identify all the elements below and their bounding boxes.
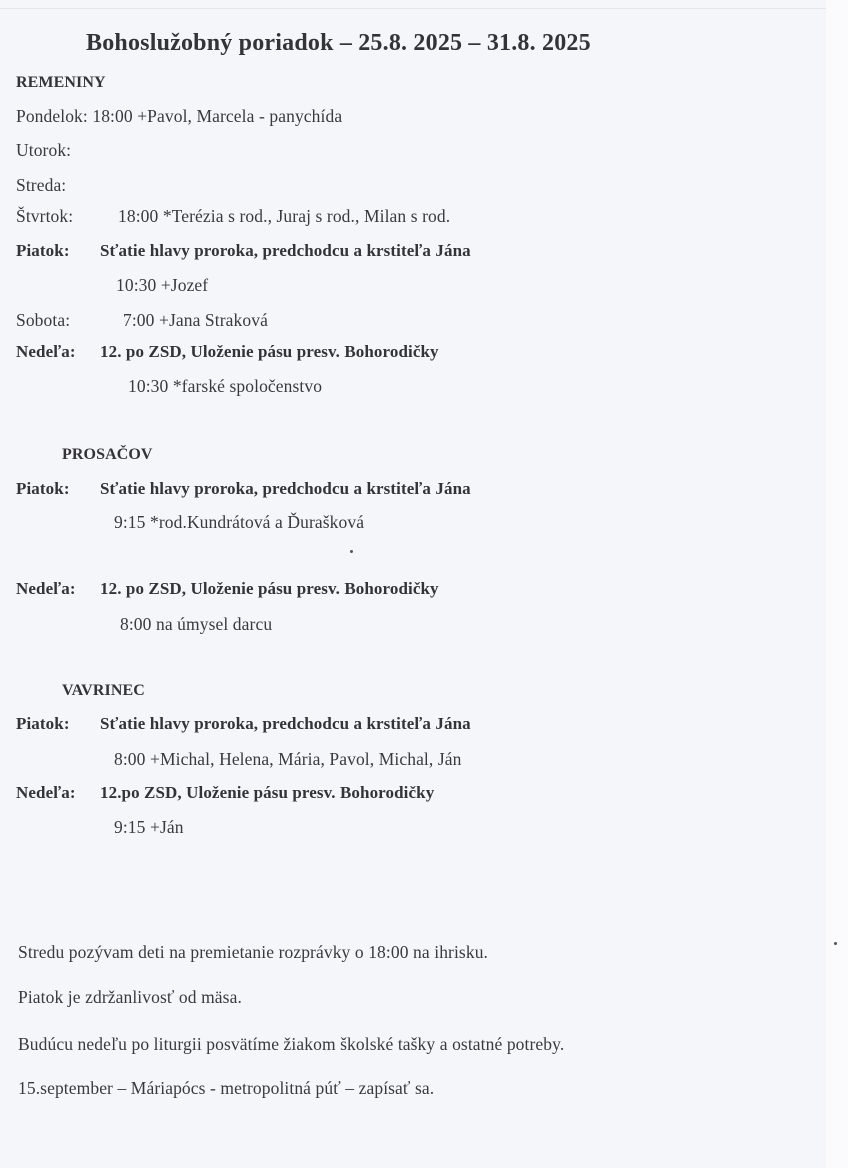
schedule-line xyxy=(16,309,268,331)
service-text: 9:15 *rod.Kundrátová a Ďurašková xyxy=(114,512,365,532)
day-label: Nedeľa: xyxy=(16,342,76,361)
feast-text: 12. po ZSD, Uloženie pásu presv. Bohorodičky xyxy=(100,579,439,598)
feast-text: Sťatie hlavy proroka, predchodcu a krstiteľa Jána xyxy=(100,714,471,733)
service-text: 9:15 +Ján xyxy=(114,817,184,837)
service-text: 8:00 na úmysel darcu xyxy=(120,614,273,634)
section-heading-prosacov: PROSAČOV xyxy=(62,446,153,463)
section-heading-remeniny: REMENINY xyxy=(16,74,106,91)
feast-line xyxy=(16,341,439,363)
service-text: 8:00 +Michal, Helena, Mária, Pavol, Michal, Ján xyxy=(114,749,462,769)
announcement: 15.september – Máriapócs - metropolitná púť – zapísať sa. xyxy=(18,1078,435,1098)
service-text: 18:00 *Terézia s rod., Juraj s rod., Milan s rod. xyxy=(118,206,451,226)
day-label: Nedeľa: xyxy=(16,783,76,802)
feast-text: Sťatie hlavy proroka, predchodcu a krstiteľa Jána xyxy=(100,241,471,260)
day-label: Utorok: xyxy=(16,140,72,160)
day-label: Pondelok: xyxy=(16,106,88,126)
day-label: Sobota: xyxy=(16,310,71,330)
feast-line xyxy=(16,713,471,735)
schedule-line xyxy=(16,174,66,196)
announcement: Stredu pozývam deti na premietanie rozprávky o 18:00 na ihrisku. xyxy=(18,942,489,962)
scan-top-line xyxy=(0,8,826,9)
service-text: 18:00 +Pavol, Marcela - panychída xyxy=(92,106,343,126)
scan-speck xyxy=(834,942,837,945)
day-label: Nedeľa: xyxy=(16,579,76,598)
feast-text: Sťatie hlavy proroka, predchodcu a krstiteľa Jána xyxy=(100,479,471,498)
day-label: Štvrtok: xyxy=(16,206,74,226)
feast-text: 12.po ZSD, Uloženie pásu presv. Bohorodičky xyxy=(100,783,435,802)
service-text: 10:30 *farské spoločenstvo xyxy=(128,376,323,396)
announcement: Budúcu nedeľu po liturgii posvätíme žiakom školské tašky a ostatné potreby. xyxy=(18,1034,565,1054)
feast-line xyxy=(16,478,471,500)
schedule-line xyxy=(16,139,71,161)
service-text: 10:30 +Jozef xyxy=(116,275,209,295)
section-heading-vavrinec: VAVRINEC xyxy=(62,682,145,699)
announcement: Piatok je zdržanlivosť od mäsa. xyxy=(18,987,242,1007)
day-label: Piatok: xyxy=(16,241,70,260)
day-label: Piatok: xyxy=(16,479,70,498)
feast-line xyxy=(16,782,434,804)
feast-text: 12. po ZSD, Uloženie pásu presv. Bohorodičky xyxy=(100,342,439,361)
schedule-line xyxy=(16,105,342,127)
day-label: Piatok: xyxy=(16,714,70,733)
page-title: Bohoslužobný poriadok – 25.8. 2025 – 31.8. 2025 xyxy=(86,30,591,56)
feast-line xyxy=(16,578,439,600)
scan-edge xyxy=(826,0,848,1168)
feast-line xyxy=(16,240,471,262)
day-label: Streda: xyxy=(16,175,67,195)
schedule-line xyxy=(16,205,450,227)
service-text: 7:00 +Jana Straková xyxy=(123,310,268,330)
scan-speck xyxy=(350,550,353,553)
